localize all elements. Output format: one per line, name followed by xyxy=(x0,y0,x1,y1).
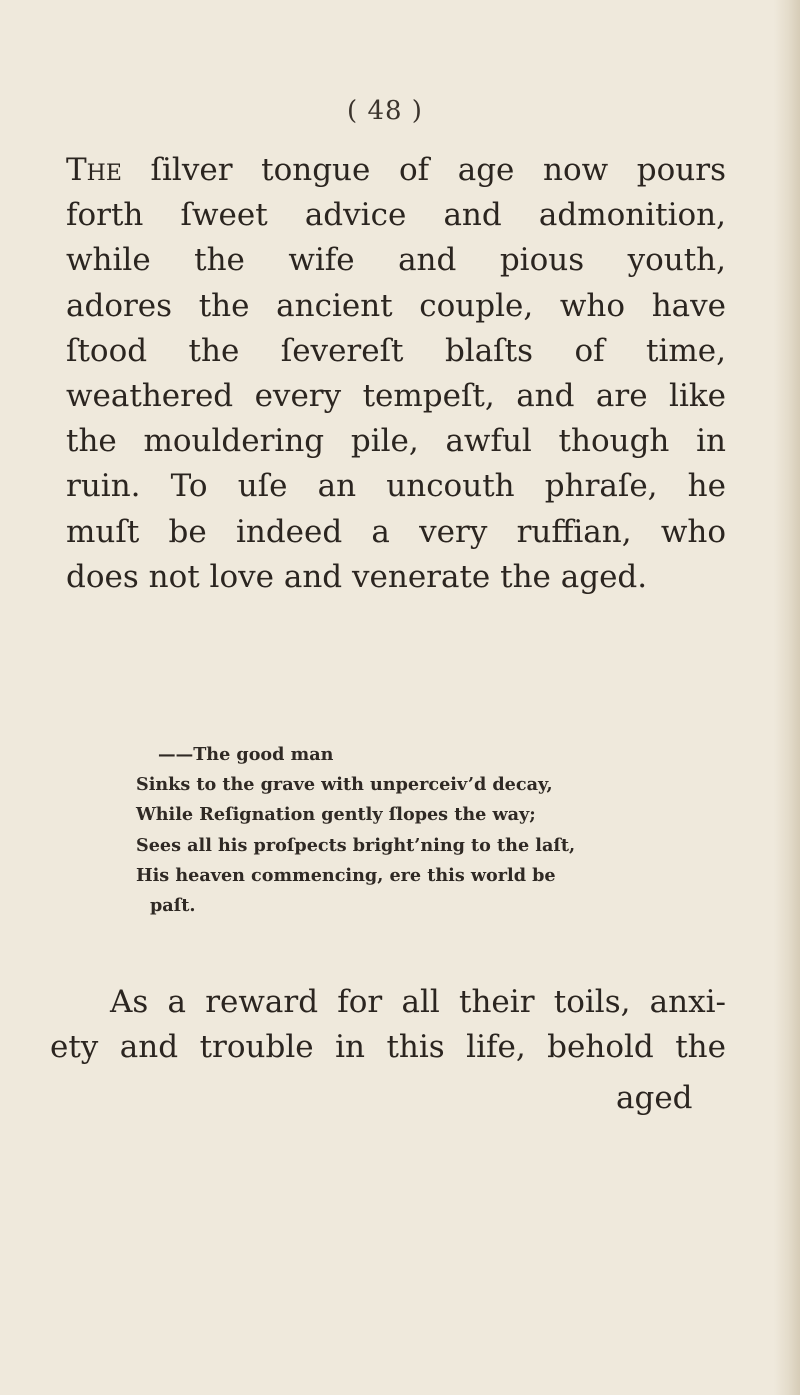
paragraph-line-3: while the wife and pious youth, xyxy=(66,242,726,279)
paragraph-line-9: muſt be indeed a very ruffian, who xyxy=(66,513,726,550)
page-edge xyxy=(774,0,800,1395)
verse-line-6: paſt. xyxy=(150,895,196,917)
opening-word: The xyxy=(66,152,122,188)
second-paragraph xyxy=(50,980,726,1070)
verse-line-5: His heaven commencing, ere this world be xyxy=(136,864,556,886)
paragraph-line-6: weathered every tempeſt, and are like xyxy=(66,378,726,415)
second-paragraph-line-1: As a reward for all their toils, anxi- xyxy=(110,984,726,1020)
catchword: aged xyxy=(616,1080,693,1116)
verse-line-2: Sinks to the grave with unperceiv’d decay, xyxy=(136,774,553,796)
verse-line-1: ——The good man xyxy=(158,744,334,765)
verse-line-3: While Reſignation gently ſlopes the way; xyxy=(136,804,536,826)
verse-line-4: Sees all his proſpects bright’ning to the laſt, xyxy=(136,834,576,856)
page-number: ( 48 ) xyxy=(347,96,423,126)
verse-quotation xyxy=(136,740,606,921)
second-paragraph-line-2: ety and trouble in this life, behold the xyxy=(50,1029,726,1066)
main-paragraph xyxy=(66,148,726,600)
paragraph-line-8: ruin. To uſe an uncouth phraſe, he xyxy=(66,468,726,505)
paragraph-line-7: the mouldering pile, awful though in xyxy=(66,423,726,460)
paragraph-line-1-text: ſilver tongue of age now pours xyxy=(121,152,726,188)
paragraph-line-1 xyxy=(66,148,726,193)
paragraph-line-5: ſtood the ſevereſt blaſts of time, xyxy=(66,332,726,369)
paragraph-line-10: does not love and venerate the aged. xyxy=(66,558,648,595)
paragraph-line-4: adores the ancient couple, who have xyxy=(66,287,726,324)
paragraph-line-2: forth ſweet advice and admonition, xyxy=(66,197,726,234)
